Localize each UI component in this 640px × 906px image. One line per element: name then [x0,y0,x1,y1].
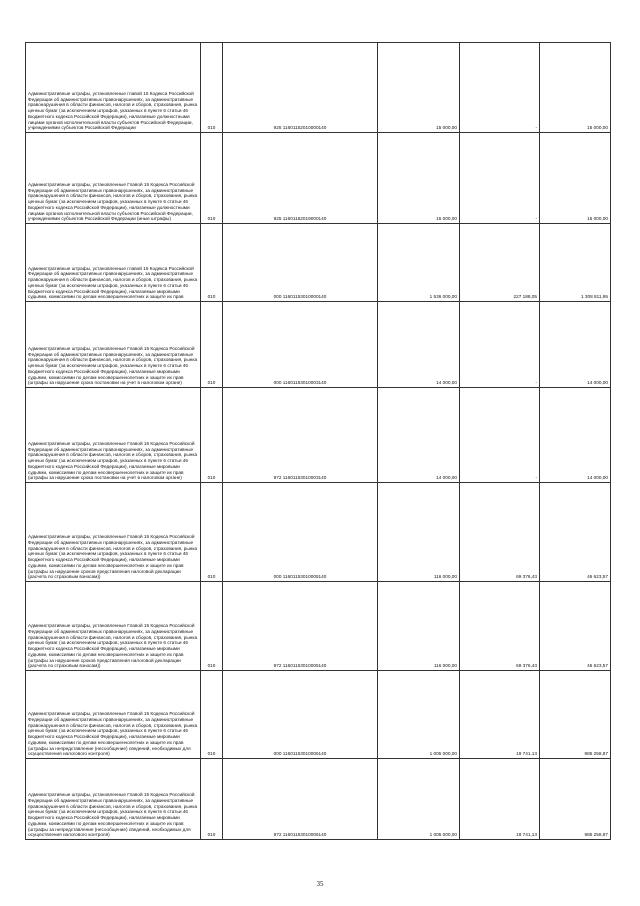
row-approved: 1 005 000,00 [378,671,460,759]
row-name: Административные штрафы, установленные Главой 15 Кодекса Российской Федерации об административных правонарушениях, за административные правонарушения в области финансов, налогов и сборов, страхования, рынка ценных бумаг (за исключением штрафов, указанных в пункте 6 статьи 46 Бюджетного кодекса Российской Федерации), налагаемые мировыми судьями, комиссиями по делам несовершеннолетних и защите их прав (штрафы за нарушение сроков представления налоговой декларации (расчета по страховым взносам)) [26,483,201,582]
row-remainder: 1 308 811,95 [540,224,611,302]
row-kbk: 972 11601153010003140 [223,388,378,483]
row-approved: 1 005 000,00 [378,759,460,840]
row-code: 010 [201,43,223,133]
row-approved: 116 000,00 [378,483,460,582]
row-remainder: 15 000,00 [540,43,611,133]
row-kbk: 000 11601153010000140 [223,224,378,302]
row-code: 010 [201,133,223,224]
row-executed: - [460,388,540,483]
row-approved: 15 000,00 [378,43,460,133]
row-code: 010 [201,759,223,840]
row-remainder: 985 258,87 [540,671,611,759]
table-row [26,388,611,483]
row-code: 010 [201,224,223,302]
row-name: Административные штрафы, установленные главой 15 Кодекса Российской Федерации об административных правонарушениях, за административные правонарушения в области финансов, налогов и сборов, страхования, рынка ценных бумаг (за исключением штрафов, указанных в пункте 6 статьи 46 Бюджетного кодекса Российской Федерации), налагаемые должностными лицами органов исполнительной власти субъектов Российской Федерации, учреждениями субъектов Российской Федерации [26,43,201,133]
row-executed: - [460,43,540,133]
row-name: Административные штрафы, установленные Главой 15 Кодекса Российской Федерации об административных правонарушениях, за административные правонарушения в области финансов, налогов и сборов, страхования, рынка ценных бумаг (за исключением штрафов, указанных в пункте 6 статьи 46 Бюджетного кодекса Российской Федерации), налагаемые должностными лицами органов исполнительной власти субъектов Российской Федерации, учреждениями субъектов Российской Федерации (иные штрафы) [26,133,201,224]
row-kbk: 000 11601153010006140 [223,671,378,759]
row-name: Административные штрафы, установленные главой 15 Кодекса Российской Федерации об административных правонарушениях, за административные правонарушения в области финансов, налогов и сборов, страхования, рынка ценных бумаг (за исключением штрафов, указанных в пункте 6 статьи 46 Бюджетного кодекса Российской Федерации), налагаемые мировыми судьями, комиссиями по делам несовершеннолетних и защите их прав [26,224,201,302]
row-kbk: 972 11601153010005140 [223,582,378,671]
row-approved: 14 000,00 [378,388,460,483]
row-kbk: 925 11601152010000140 [223,43,378,133]
row-code: 010 [201,302,223,388]
table-row [26,759,611,840]
scan-header-mark [18,2,138,6]
row-approved: 1 536 000,00 [378,224,460,302]
table-row [26,582,611,671]
row-kbk: 000 11601153010003140 [223,302,378,388]
row-executed: - [460,302,540,388]
row-remainder: 15 000,00 [540,133,611,224]
table-row [26,483,611,582]
revenue-table [25,42,611,840]
row-approved: 14 000,00 [378,302,460,388]
row-executed: 19 741,13 [460,671,540,759]
row-name: Административные штрафы, установленные Главой 15 Кодекса Российской Федерации об административных правонарушениях, за административные правонарушения в области финансов, налогов и сборов, страхования, рынка ценных бумаг (за исключением штрафов, указанных в пункте 6 статьи 46 Бюджетного кодекса Российской Федерации), налагаемые мировыми судьями, комиссиями по делам несовершеннолетних и защите их прав (штрафы за нарушение срока постановки на учет в налоговом органе) [26,302,201,388]
table-row [26,43,611,133]
table-row [26,302,611,388]
table-row [26,224,611,302]
row-code: 010 [201,671,223,759]
row-name: Административные штрафы, установленные Главой 15 Кодекса Российской Федерации об административных правонарушениях, за административные правонарушения в области финансов, налогов и сборов, страхования, рынка ценных бумаг (за исключением штрафов, указанных в пункте 6 статьи 46 Бюджетного кодекса Российской Федерации), налагаемые мировыми судьями, комиссиями по делам несовершеннолетних и защите их прав (штрафы за непредставление (несообщение) сведений, необходимых для осуществления налогового контроля) [26,671,201,759]
row-remainder: 14 000,00 [540,302,611,388]
row-code: 010 [201,388,223,483]
row-remainder: 46 623,57 [540,483,611,582]
row-remainder: 14 000,00 [540,388,611,483]
row-code: 010 [201,582,223,671]
table-row [26,133,611,224]
row-code: 010 [201,483,223,582]
row-kbk: 925 11601152019000140 [223,133,378,224]
row-name: Административные штрафы, установленные Главой 15 Кодекса Российской Федерации об административных правонарушениях, за административные правонарушения в области финансов, налогов и сборов, страхования, рынка ценных бумаг (за исключением штрафов, указанных в пункте 6 статьи 46 Бюджетного кодекса Российской Федерации), налагаемые мировыми судьями, комиссиями по делам несовершеннолетних и защите их прав (штрафы за нарушение срока постановки на учет в налоговом органе) [26,388,201,483]
row-executed: 69 376,43 [460,582,540,671]
row-executed: - [460,133,540,224]
row-name: Административные штрафы, установленные Главой 15 Кодекса Российской Федерации об административных правонарушениях, за административные правонарушения в области финансов, налогов и сборов, страхования, рынка ценных бумаг (за исключением штрафов, указанных в пункте 6 статьи 46 Бюджетного кодекса Российской Федерации), налагаемые мировыми судьями, комиссиями по делам несовершеннолетних и защите их прав (штрафы за непредставление (несообщение) сведений, необходимых для осуществления налогового контроля) [26,759,201,840]
row-remainder: 985 258,87 [540,759,611,840]
row-approved: 15 000,00 [378,133,460,224]
row-kbk: 972 11601153010006140 [223,759,378,840]
row-kbk: 000 11601153010005140 [223,483,378,582]
table-row [26,671,611,759]
row-executed: 19 741,13 [460,759,540,840]
row-name: Административные штрафы, установленные Главой 15 Кодекса Российской Федерации об административных правонарушениях, за административные правонарушения в области финансов, налогов и сборов, страхования, рынка ценных бумаг (за исключением штрафов, указанных в пункте 6 статьи 46 Бюджетного кодекса Российской Федерации), налагаемые мировыми судьями, комиссиями по делам несовершеннолетних и защите их прав (штрафы за нарушение сроков представления налоговой декларации (расчета по страховым взносам)) [26,582,201,671]
page-number: 35 [316,880,324,888]
row-executed: 69 376,43 [460,483,540,582]
row-approved: 116 000,00 [378,582,460,671]
row-executed: 227 188,05 [460,224,540,302]
row-remainder: 46 623,57 [540,582,611,671]
